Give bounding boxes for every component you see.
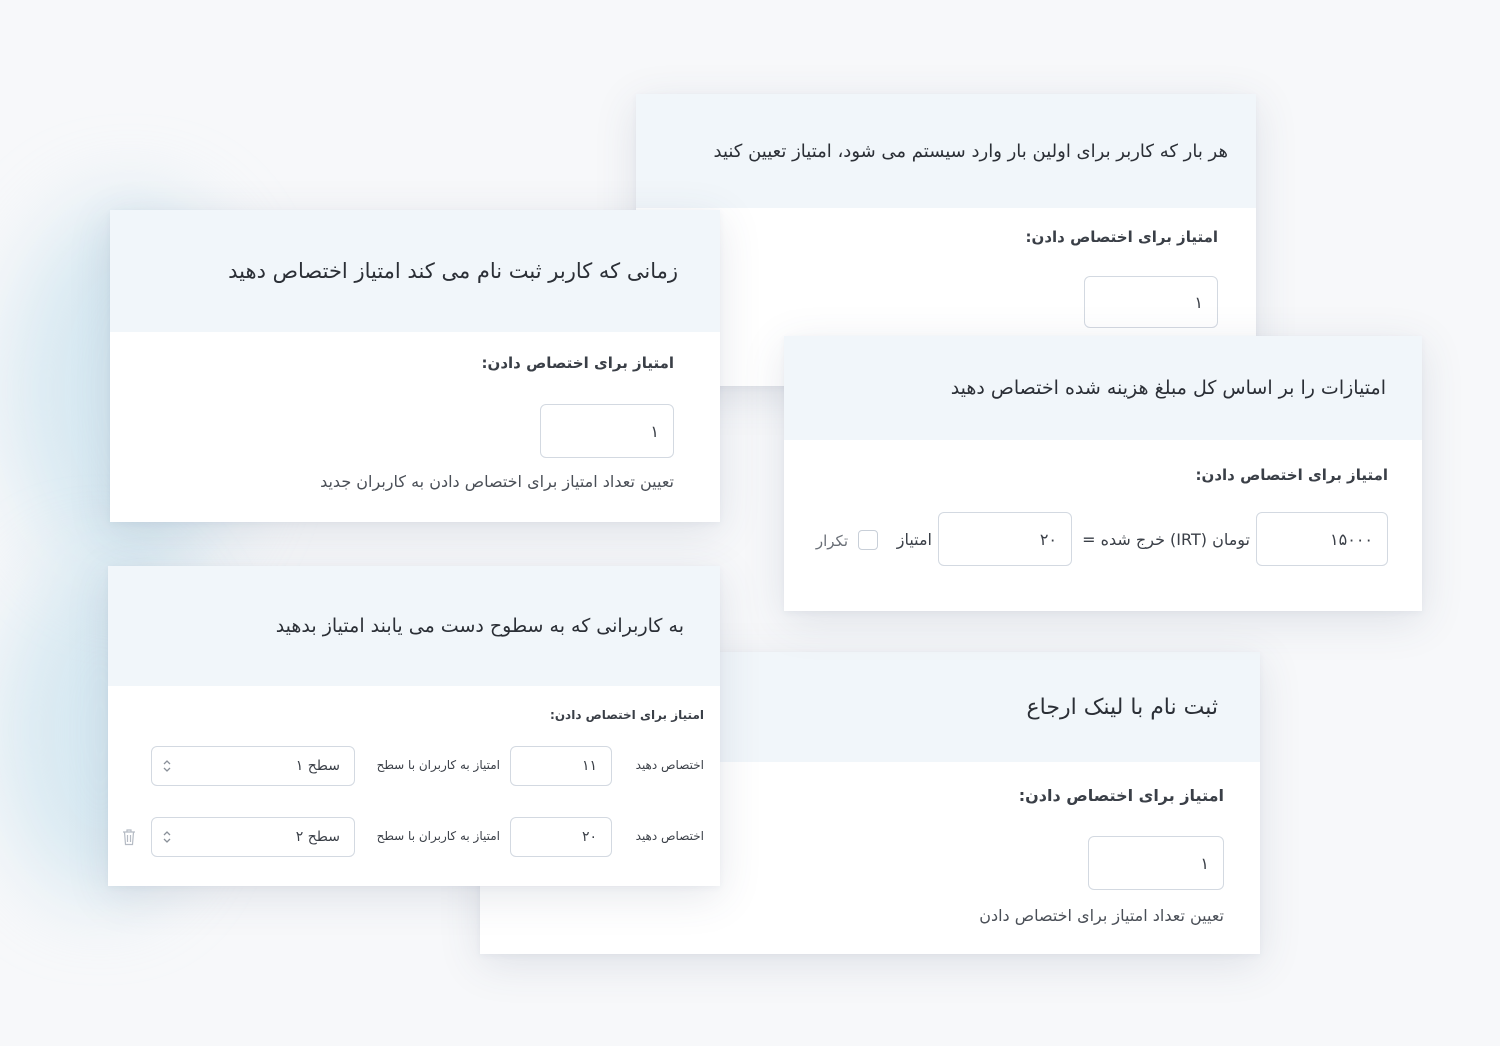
spend-points-input[interactable]: ۲۰ — [938, 512, 1072, 566]
card-levels — [108, 566, 720, 886]
card-levels-label: امتیاز برای اختصاص دادن: — [550, 708, 704, 722]
card-first-login-header — [636, 94, 1256, 208]
card-spend — [784, 336, 1422, 611]
card-signup-header — [110, 210, 720, 332]
level-row-level-select[interactable]: سطح ۱ — [151, 746, 355, 786]
referral-points-input[interactable]: ۱ — [1088, 836, 1224, 890]
card-referral-title: ثبت نام با لینک ارجاع — [1026, 694, 1218, 720]
card-levels-title: به کاربرانی که به سطوح دست می یابند امتیاز بدهید — [275, 615, 684, 637]
level-row-points-input[interactable]: ۲۰ — [510, 817, 612, 857]
signup-points-input[interactable]: ۱ — [540, 404, 674, 458]
level-row-assign-label: اختصاص دهید — [635, 758, 704, 772]
chevron-updown-icon — [162, 828, 172, 846]
level-row-assign-label: اختصاص دهید — [635, 829, 704, 843]
level-row-to-level-label: امتیاز به کاربران با سطح — [376, 829, 500, 843]
level-row-points-input[interactable]: ۱۱ — [510, 746, 612, 786]
level-row-to-level-label: امتیاز به کاربران با سطح — [376, 758, 500, 772]
trash-icon[interactable] — [122, 828, 136, 846]
card-spend-title: امتیازات را بر اساس کل مبلغ هزینه شده اختصاص دهید — [950, 377, 1386, 399]
card-first-login-title: هر بار که کاربر برای اولین بار وارد سیستم می شود، امتیاز تعیین کنید — [713, 140, 1228, 162]
first-login-points-input[interactable]: ۱ — [1084, 276, 1218, 328]
card-first-login-label: امتیاز برای اختصاص دادن: — [1025, 228, 1218, 246]
card-referral-label: امتیاز برای اختصاص دادن: — [1018, 786, 1224, 805]
card-spend-header — [784, 336, 1422, 440]
card-signup-help: تعیین تعداد امتیاز برای اختصاص دادن به کاربران جدید — [320, 472, 674, 491]
spend-repeat-label: تکرار — [815, 532, 848, 550]
spend-amount-input[interactable]: ۱۵۰۰۰ — [1256, 512, 1388, 566]
card-signup-title: زمانی که کاربر ثبت نام می کند امتیاز اختصاص دهید — [228, 259, 678, 283]
card-signup — [110, 210, 720, 522]
card-signup-label: امتیاز برای اختصاص دادن: — [481, 354, 674, 372]
spend-repeat-checkbox[interactable] — [858, 530, 878, 550]
spend-currency-label: تومان (IRT) خرج شده = — [1082, 530, 1250, 549]
spend-points-label: امتیاز — [896, 530, 932, 549]
chevron-updown-icon — [162, 757, 172, 775]
card-levels-header — [108, 566, 720, 686]
card-referral-help: تعیین تعداد امتیاز برای اختصاص دادن — [979, 906, 1224, 925]
card-spend-label: امتیاز برای اختصاص دادن: — [1195, 466, 1388, 484]
level-row-level-select[interactable]: سطح ۲ — [151, 817, 355, 857]
